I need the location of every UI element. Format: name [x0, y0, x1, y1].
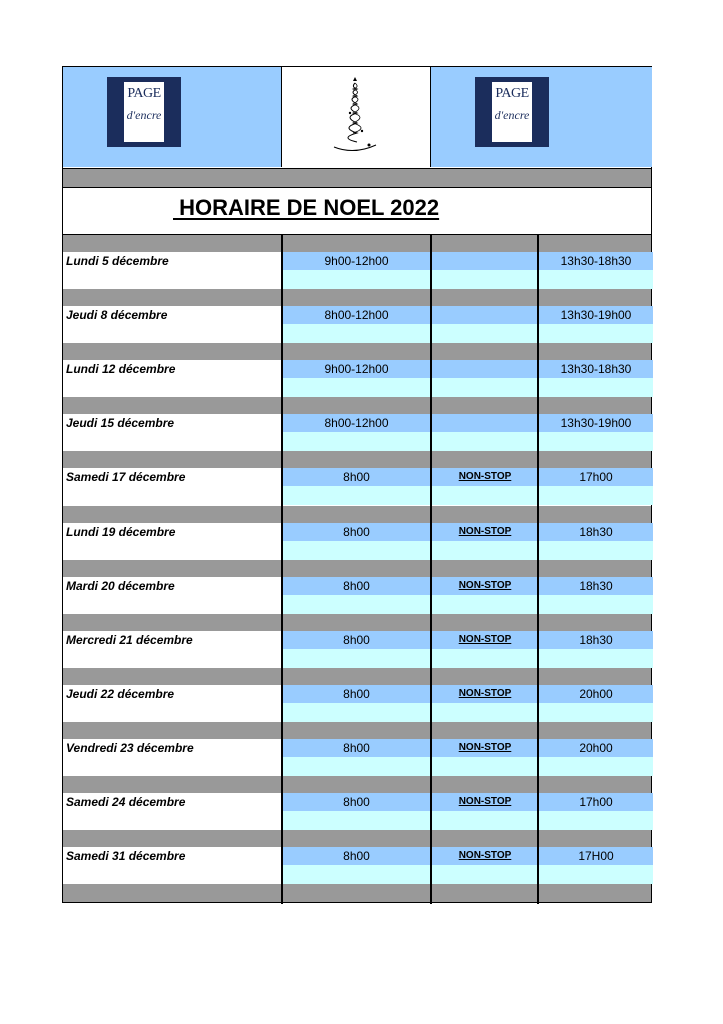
- column-divider-1: [281, 235, 283, 904]
- logo-brand: PAGE: [127, 86, 161, 101]
- day-label: Jeudi 22 décembre: [63, 685, 281, 722]
- cell-mid: [432, 793, 538, 830]
- cell-mid-text: NON-STOP: [458, 796, 512, 807]
- cell-open-text: 9h00-12h00: [324, 254, 389, 268]
- cell-open: [282, 523, 431, 560]
- band-bottom: [282, 595, 431, 614]
- band-bottom: [282, 649, 431, 668]
- cell-close-text: 13h30-19h00: [560, 416, 632, 431]
- cell-close-text: 17h00: [579, 795, 613, 809]
- band-bottom: [282, 486, 431, 505]
- cell-close-text: 20h00: [579, 686, 613, 701]
- row-separator: [63, 776, 651, 793]
- cell-open-text: 8h00-12h00: [324, 416, 389, 431]
- cell-mid-text: NON-STOP: [458, 741, 512, 753]
- cell-close: [539, 523, 653, 560]
- logo-card-right: [492, 82, 532, 142]
- table-row: [63, 235, 651, 289]
- band-bottom: [432, 432, 538, 451]
- band-bottom: [432, 757, 538, 776]
- cell-open: [282, 252, 431, 289]
- table-row: [63, 397, 651, 451]
- cell-open: [282, 577, 431, 614]
- cell-mid: [432, 360, 538, 397]
- cell-close-text: 20h00: [579, 740, 613, 755]
- cell-close-text: 13h30-19h00: [560, 308, 632, 323]
- cell-mid-text: NON-STOP: [458, 471, 512, 483]
- cell-open-text: 8h00: [343, 849, 370, 864]
- band-bottom: [539, 865, 653, 884]
- cell-close-text: 13h30-18h30: [560, 362, 632, 377]
- table-row: [63, 506, 651, 560]
- schedule-sheet: [62, 66, 652, 903]
- band-bottom: [432, 811, 538, 830]
- row-separator: [63, 397, 651, 414]
- band-bottom: [539, 811, 653, 830]
- cell-close: [539, 468, 653, 505]
- band-bottom: [282, 541, 431, 560]
- day-label: Jeudi 8 décembre: [63, 306, 281, 343]
- cell-close: [539, 577, 653, 614]
- cell-open-text: 9h00-12h00: [324, 362, 389, 377]
- row-separator: [63, 722, 651, 739]
- tree-cell: [282, 67, 431, 167]
- logo-header: [63, 67, 651, 169]
- cell-open: [282, 414, 431, 451]
- band-bottom: [539, 486, 653, 505]
- row-separator: [63, 506, 651, 523]
- band-bottom: [432, 541, 538, 560]
- day-label: Lundi 12 décembre: [63, 360, 281, 397]
- logo-cell-right: [431, 67, 652, 167]
- band-bottom: [539, 595, 653, 614]
- cell-open-text: 8h00: [343, 470, 370, 485]
- day-label: Mercredi 21 décembre: [63, 631, 281, 668]
- band-bottom: [432, 378, 538, 397]
- row-separator: [63, 235, 651, 252]
- cell-close: [539, 847, 653, 884]
- page-dencre-logo-right: [475, 77, 549, 147]
- day-label: Samedi 17 décembre: [63, 468, 281, 505]
- cell-mid: [432, 252, 538, 289]
- row-separator: [63, 614, 651, 631]
- row-separator: [63, 830, 651, 847]
- table-row: [63, 668, 651, 722]
- christmas-tree-icon: [332, 73, 378, 153]
- cell-close: [539, 360, 653, 397]
- title-row: [63, 187, 651, 235]
- cell-mid: [432, 739, 538, 776]
- cell-open-text: 8h00: [343, 686, 370, 701]
- page-title: HORAIRE DE NOEL 2022: [173, 195, 440, 220]
- cell-mid: [432, 631, 538, 668]
- band-bottom: [539, 649, 653, 668]
- cell-mid: [432, 847, 538, 884]
- band-top: [432, 360, 538, 378]
- logo-script-right: d'encre: [494, 108, 530, 122]
- cell-close: [539, 739, 653, 776]
- band-bottom: [432, 270, 538, 289]
- band-bottom: [282, 324, 431, 343]
- row-separator: [63, 451, 651, 468]
- cell-mid-text: NON-STOP: [458, 579, 512, 591]
- day-label: Samedi 24 décembre: [63, 793, 281, 830]
- cell-close: [539, 685, 653, 722]
- cell-open-text: 8h00: [343, 524, 370, 539]
- cell-open-text: 8h00: [343, 632, 370, 647]
- band-bottom: [282, 865, 431, 884]
- band-bottom: [539, 324, 653, 343]
- table-row: [63, 560, 651, 614]
- cell-close-text: 17H00: [578, 849, 614, 864]
- band-bottom: [539, 703, 653, 722]
- cell-mid: [432, 523, 538, 560]
- cell-close-text: 18h30: [579, 524, 613, 539]
- logo-card: [124, 82, 164, 142]
- cell-open: [282, 631, 431, 668]
- day-label: Samedi 31 décembre: [63, 847, 281, 884]
- table-row: [63, 451, 651, 505]
- band-bottom: [539, 378, 653, 397]
- cell-mid-text: NON-STOP: [458, 850, 512, 862]
- band-bottom: [539, 432, 653, 451]
- band-top: [432, 414, 538, 432]
- row-separator: [63, 560, 651, 577]
- cell-open: [282, 360, 431, 397]
- band-bottom: [282, 432, 431, 451]
- band-bottom: [432, 649, 538, 668]
- cell-open: [282, 739, 431, 776]
- cell-close: [539, 306, 653, 343]
- row-separator: [63, 289, 651, 306]
- table-row: [63, 776, 651, 830]
- cell-open-text: 8h00-12h00: [324, 308, 389, 323]
- table-row: [63, 289, 651, 343]
- cell-open-text: 8h00: [343, 578, 370, 593]
- row-separator: [63, 668, 651, 685]
- day-label: Mardi 20 décembre: [63, 577, 281, 614]
- band-bottom: [432, 865, 538, 884]
- band-top: [432, 252, 538, 270]
- day-label: Vendredi 23 décembre: [63, 739, 281, 776]
- band-bottom: [282, 270, 431, 289]
- cell-close: [539, 631, 653, 668]
- cell-mid: [432, 306, 538, 343]
- cell-mid: [432, 414, 538, 451]
- band-bottom: [432, 324, 538, 343]
- band-bottom: [539, 757, 653, 776]
- band-bottom: [282, 378, 431, 397]
- cell-open: [282, 306, 431, 343]
- cell-close: [539, 414, 653, 451]
- cell-mid: [432, 468, 538, 505]
- band-bottom: [432, 595, 538, 614]
- band-bottom: [539, 541, 653, 560]
- cell-open-text: 8h00: [343, 795, 370, 809]
- cell-open: [282, 468, 431, 505]
- day-label: Lundi 5 décembre: [63, 252, 281, 289]
- row-separator: [63, 343, 651, 360]
- cell-mid-text: NON-STOP: [458, 687, 512, 699]
- logo-script: d'encre: [126, 108, 162, 122]
- cell-close: [539, 252, 653, 289]
- column-divider-3: [537, 235, 539, 904]
- day-label: Lundi 19 décembre: [63, 523, 281, 560]
- day-label: Jeudi 15 décembre: [63, 414, 281, 451]
- band-bottom: [432, 703, 538, 722]
- band-bottom: [432, 486, 538, 505]
- table-row: [63, 614, 651, 668]
- cell-mid: [432, 685, 538, 722]
- cell-mid-text: NON-STOP: [458, 633, 512, 645]
- band-bottom: [282, 811, 431, 830]
- band-top: [432, 306, 538, 324]
- cell-open-text: 8h00: [343, 740, 370, 755]
- band-bottom: [282, 703, 431, 722]
- cell-close-text: 17h00: [579, 470, 613, 485]
- separator-band: [63, 169, 651, 187]
- table-row: [63, 830, 651, 884]
- cell-mid: [432, 577, 538, 614]
- cell-close-text: 13h30-18h30: [560, 254, 632, 268]
- cell-open: [282, 685, 431, 722]
- table-row: [63, 343, 651, 397]
- cell-close-text: 18h30: [579, 632, 613, 647]
- band-bottom: [539, 270, 653, 289]
- cell-open: [282, 847, 431, 884]
- table-row: [63, 722, 651, 776]
- column-divider-2: [430, 235, 432, 904]
- cell-mid-text: NON-STOP: [458, 525, 512, 537]
- logo-brand-right: PAGE: [495, 86, 529, 101]
- logo-cell-left: [63, 67, 282, 167]
- page-dencre-logo: [107, 77, 181, 147]
- cell-close-text: 18h30: [579, 578, 613, 593]
- band-bottom: [282, 757, 431, 776]
- bottom-band: [63, 884, 651, 902]
- cell-close: [539, 793, 653, 830]
- cell-open: [282, 793, 431, 830]
